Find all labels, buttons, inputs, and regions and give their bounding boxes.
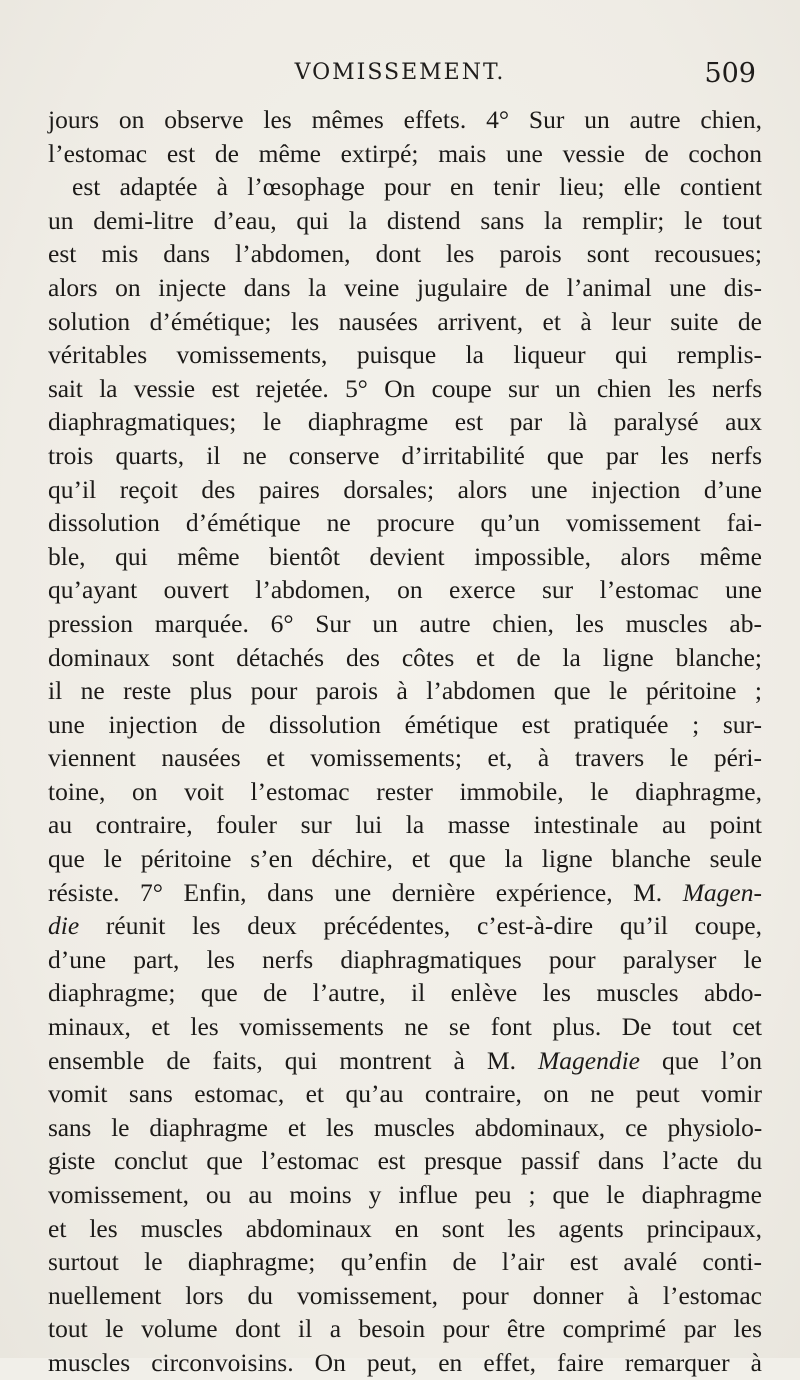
text-line: ble, qui même bientôt devient impossible, alors même bbox=[48, 541, 762, 571]
text-line: diaphragme; que de l’autre, il enlève les muscles abdo- bbox=[48, 978, 762, 1008]
text-line: giste conclut que l’estomac est presque passif dans l’acte du bbox=[48, 1146, 762, 1176]
text-line: sait la vessie est rejetée. 5° On coupe sur un chien les nerfs bbox=[48, 373, 762, 403]
text-line: pression marquée. 6° Sur un autre chien, les muscles ab- bbox=[48, 608, 762, 638]
text-line: nuellement lors du vomissement, pour donner à l’estomac bbox=[48, 1280, 762, 1310]
text-line: minaux, et les vomissements ne se font plus. De tout cet bbox=[48, 1012, 762, 1042]
text-line: et les muscles abdominaux en sont les agents principaux, bbox=[48, 1213, 762, 1243]
text-line: sans le diaphragme et les muscles abdominaux, ce physiolo- bbox=[48, 1112, 762, 1142]
text-line: solution d’émétique; les nausées arrivent, et à leur suite de bbox=[48, 306, 762, 336]
text-line: que le péritoine s’en déchire, et que la ligne blanche seule bbox=[48, 844, 762, 874]
text-line: vomissement, ou au moins y influe peu ; que le diaphragme bbox=[48, 1180, 762, 1209]
page-number: 509 bbox=[704, 58, 756, 89]
text-line: jours on observe les mêmes effets. 4° Sur un autre chien, bbox=[48, 105, 762, 134]
running-head: VOMISSEMENT. bbox=[294, 60, 506, 85]
text-line: trois quarts, il ne conserve d’irritabilité que par les nerfs bbox=[48, 440, 762, 470]
text-line: tout le volume dont il a besoin pour être comprimé par les bbox=[48, 1314, 762, 1344]
text-line: au contraire, fouler sur lui la masse intestinale au point bbox=[48, 810, 762, 840]
text-line: viennent nausées et vomissements; et, à travers le péri- bbox=[48, 743, 762, 773]
text-line: véritables vomissements, puisque la liqueur qui remplis- bbox=[48, 340, 762, 370]
text-line: vomit sans estomac, et qu’au contraire, on ne peut vomir bbox=[48, 1079, 762, 1109]
text-line: alors on injecte dans la veine jugulaire de l’animal une dis- bbox=[48, 272, 762, 302]
text-line: il ne reste plus pour parois à l’abdomen que le péritoine ; bbox=[48, 676, 762, 706]
body-text bbox=[48, 103, 762, 1380]
text-line: est mis dans l’abdomen, dont les parois sont recousues; bbox=[48, 239, 762, 269]
text-line: un demi-litre d’eau, qui la distend sans la remplir; le tout bbox=[48, 205, 762, 235]
text-line: toine, on voit l’estomac rester immobile, le diaphragme, bbox=[48, 776, 762, 806]
text-line: d’une part, les nerfs diaphragmatiques pour paralyser le bbox=[48, 944, 762, 974]
text-line: diaphragmatiques; le diaphragme est par là paralysé aux bbox=[48, 407, 762, 437]
text-line: qu’ayant ouvert l’abdomen, on exerce sur l’estomac une bbox=[48, 575, 762, 605]
text-line: qu’il reçoit des paires dorsales; alors une injection d’une bbox=[48, 474, 762, 504]
text-line: dissolution d’émétique ne procure qu’un vomissement fai- bbox=[48, 508, 762, 538]
text-line: est adaptée à l’œsophage pour en tenir lieu; elle contient bbox=[72, 172, 762, 202]
text-line: die réunit les deux précédentes, c’est-à-dire qu’il coupe, bbox=[48, 911, 762, 941]
text-line: une injection de dissolution émétique est pratiquée ; sur- bbox=[48, 709, 762, 739]
text-line: surtout le diaphragme; qu’enfin de l’air est avalé conti- bbox=[48, 1247, 762, 1277]
page-header bbox=[0, 58, 800, 92]
text-line: ensemble de faits, qui montrent à M. Magendie que l’on bbox=[48, 1045, 762, 1075]
text-line: dominaux sont détachés des côtes et de la ligne blanche; bbox=[48, 642, 762, 672]
text-line: muscles circonvoisins. On peut, en effet, faire remarquer à bbox=[48, 1347, 762, 1377]
text-line: l’estomac est de même extirpé; mais une vessie de cochon bbox=[48, 138, 762, 168]
text-line: résiste. 7° Enfin, dans une dernière expérience, M. Magen- bbox=[48, 877, 762, 907]
